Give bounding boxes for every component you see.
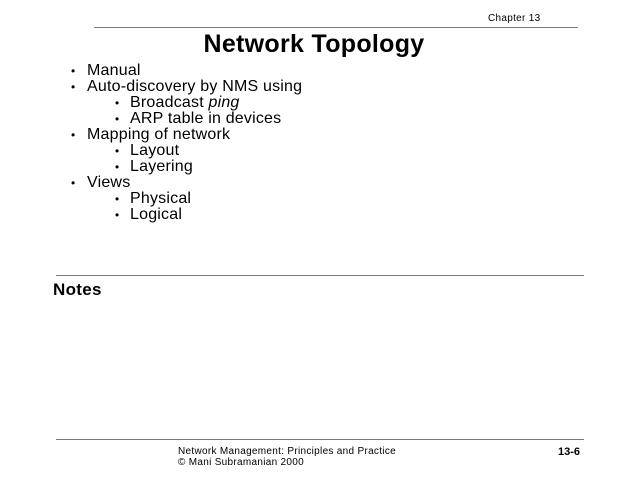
slide-title: Network Topology [203,30,425,58]
bullet-emphasis: ping [208,94,240,111]
page-number: 13-6 [558,446,581,458]
bullet-text: Mapping of network [87,126,231,143]
bullet-icon: • [115,144,120,158]
sub-bullet-item [70,191,302,207]
bullet-list [70,63,302,223]
bullet-item [70,175,302,191]
bullet-icon: • [71,176,76,190]
sub-bullet-item [70,95,302,111]
bullet-item [70,79,302,95]
bullet-text: Layout [130,142,180,159]
bullet-text: Logical [130,206,183,223]
bullet-text: Physical [130,190,192,207]
bullet-item [70,127,302,143]
bullet-text: Layering [130,158,193,175]
footer-divider [56,439,584,440]
bullet-icon: • [115,160,120,174]
bullet-icon: • [115,96,120,110]
sub-bullet-item [70,111,302,127]
bullet-text: ARP table in devices [130,110,282,127]
notes-divider [56,275,584,276]
bullet-icon: • [115,208,120,222]
book-title: Network Management: Principles and Practice [178,446,396,457]
bullet-text: Auto-discovery by NMS using [87,78,303,95]
header-divider [94,27,578,28]
bullet-icon: • [71,80,76,94]
sub-bullet-item [70,207,302,223]
bullet-text: Views [87,174,131,191]
sub-bullet-item [70,143,302,159]
chapter-label: Chapter 13 [488,13,541,24]
notes-heading: Notes [53,280,102,299]
bullet-item [70,63,302,79]
copyright-line: © Mani Subramanian 2000 [178,457,305,468]
bullet-text: Broadcast [130,94,209,111]
bullet-icon: • [71,64,76,78]
bullet-text: Manual [87,62,141,79]
bullet-icon: • [71,128,76,142]
footer-credits [178,446,396,468]
bullet-icon: • [115,192,120,206]
bullet-icon: • [115,112,120,126]
sub-bullet-item [70,159,302,175]
